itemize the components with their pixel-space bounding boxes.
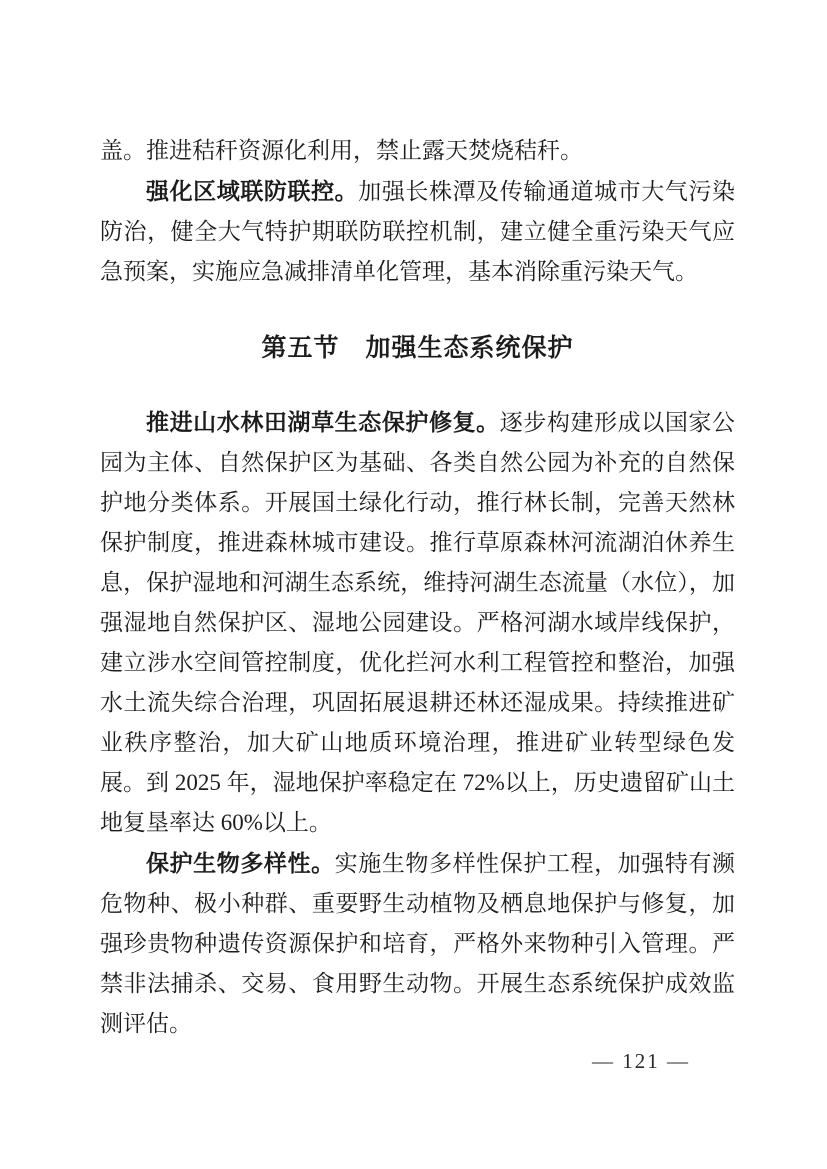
- paragraph-text: 实施生物多样性保护工程，加强特有濒危物种、极小种群、重要野生动植物及栖息地保护与修复，加强珍贵物种遗传资源保护和培育，严格外来物种引入管理。严禁非法捕杀、交易、食用野生动物。开展生态系统保护成效监测评估。: [100, 851, 736, 1036]
- paragraph-text: 盖。推进秸秆资源化利用，禁止露天焚烧秸秆。: [100, 138, 583, 163]
- paragraph-lead-bold: 强化区域联防联控。: [146, 178, 359, 204]
- paragraph-biodiversity-protection: [100, 843, 735, 1044]
- paragraph-lead-bold: 推进山水林田湖草生态保护修复。: [146, 409, 500, 435]
- paragraph-text: 逐步构建形成以国家公园为主体、自然保护区为基础、各类自然公园为补充的自然保护地分类体系。开展国土绿化行动，推行林长制，完善天然林保护制度，推进森林城市建设。推行草原森林河流湖泊休养生息，保护湿地和河湖生态系统，维持河湖生态流量（水位），加强湿地自然保护区、湿地公园建设。严格河湖水域岸线保护，建立涉水空间管控制度，优化拦河水利工程管控和整治，加强水土流失综合治理，巩固拓展退耕还林还湿成果。持续推进矿业秩序整治，加大矿山地质环境治理，推进矿业转型绿色发展。到 2025 年，湿地保护率稳定在 72%以上，历史遗留矿山土地复垦率达 60%以上。: [100, 410, 736, 835]
- paragraph-lead-bold: 保护生物多样性。: [146, 850, 335, 876]
- paragraph-regional-joint-control: [100, 171, 735, 292]
- paragraph-straw-utilization: [100, 131, 735, 171]
- section-heading: 第五节 加强生态系统保护: [261, 335, 574, 362]
- page-number: — 121 —: [592, 1049, 690, 1073]
- paragraph-text: 加强长株潭及传输通道城市大气污染防治，健全大气特护期联防联控机制，建立健全重污染天气应急预案，实施应急减排清单化管理，基本消除重污染天气。: [100, 179, 736, 284]
- text-block: [100, 131, 735, 1044]
- paragraph-ecological-restoration: [100, 402, 735, 843]
